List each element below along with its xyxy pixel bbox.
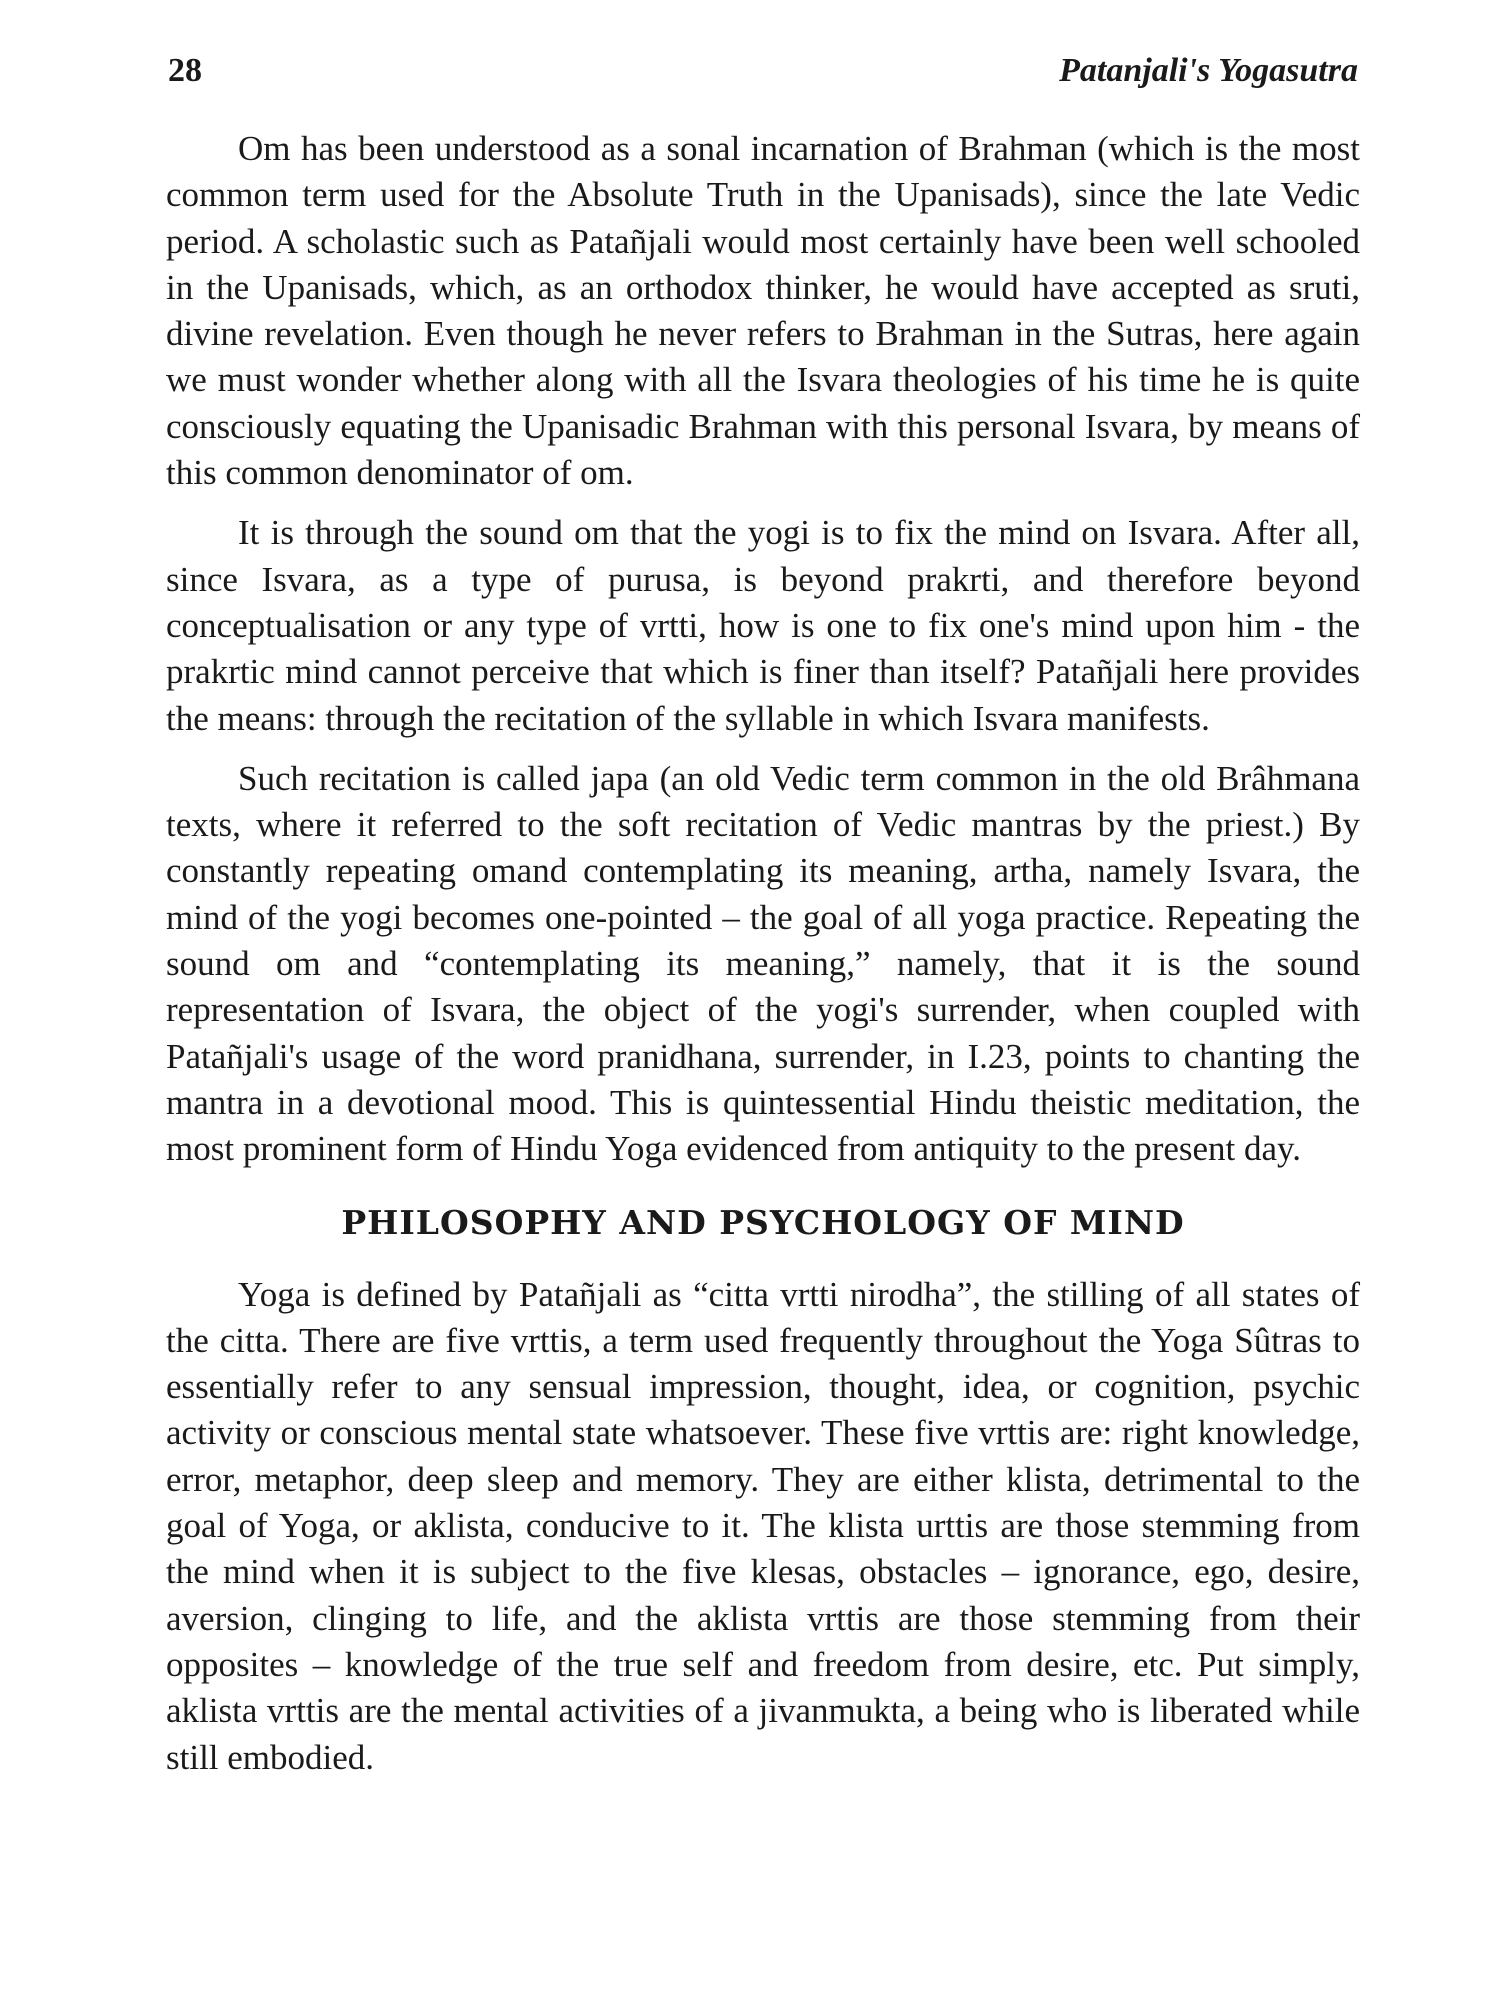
running-head <box>168 52 1358 102</box>
body-text <box>166 126 1360 1795</box>
section-heading: PHILOSOPHY AND PSYCHOLOGY OF MIND <box>341 1202 1185 1242</box>
paragraph-om-brahman: Om has been understood as a sonal incarnation of Brahman (which is the most common term used for the Absolute Truth in the Upanisads), since the late Vedic period. A scholastic such as Patañjali would most certainly have been well schooled in the Upanisads, which, as an orthodox thinker, he would have accepted as sruti, divine revelation. Even though he never refers to Brahman in the Sutras, here again we must wonder whether along with all the Isvara theologies of his time he is quite consciously equating the Upanisadic Brahman with this personal Isvara, by means of this common denominator of om. <box>166 129 1360 493</box>
paragraph-citta-vrtti: Yoga is defined by Patañjali as “citta vrtti nirodha”, the stilling of all states of the citta. There are five vrttis, a term used frequently throughout the Yoga Sûtras to essentially refer to any sensual impression, thought, idea, or cognition, psychic activity or conscious mental state whatsoever. These five vrttis are: right knowledge, error, metaphor, deep sleep and memory. They are either klista, detrimental to the goal of Yoga, or aklista, conducive to it. The klista urttis are those stemming from the mind when it is subject to the five klesas, obstacles – ignorance, ego, desire, aversion, clinging to life, and the aklista vrttis are those stemming from their opposites – knowledge of the true self and freedom from desire, etc. Put simply, aklista vrttis are the mental activities of a jivanmukta, a being who is liberated while still embodied. <box>166 1274 1360 1777</box>
book-title: Patanjali's Yogasutra <box>1059 52 1358 89</box>
paragraph-sound-om: It is through the sound om that the yogi is to fix the mind on Isvara. After all, since Isvara, as a type of purusa, is beyond prakrti, and therefore beyond conceptualisation or any type of vrtti, how is one to fix one's mind upon him - the prakrtic mind cannot perceive that which is finer than itself? Patañjali here provides the means: through the recitation of the syllable in which Isvara manifests. <box>166 513 1360 738</box>
page-number: 28 <box>168 52 202 89</box>
paragraph-japa: Such recitation is called japa (an old Vedic term common in the old Brâhmana texts, where it referred to the soft recitation of Vedic mantras by the priest.) By constantly repeating omand contemplating its meaning, artha, namely Isvara, the mind of the yogi becomes one-pointed – the goal of all yoga practice. Repeating the sound om and “contemplating its meaning,” namely, that it is the sound representation of Isvara, the object of the yogi's surrender, when coupled with Patañjali's usage of the word pranidhana, surrender, in I.23, points to chanting the mantra in a devotional mood. This is quintessential Hindu theistic meditation, the most prominent form of Hindu Yoga evidenced from antiquity to the present day. <box>166 758 1360 1169</box>
